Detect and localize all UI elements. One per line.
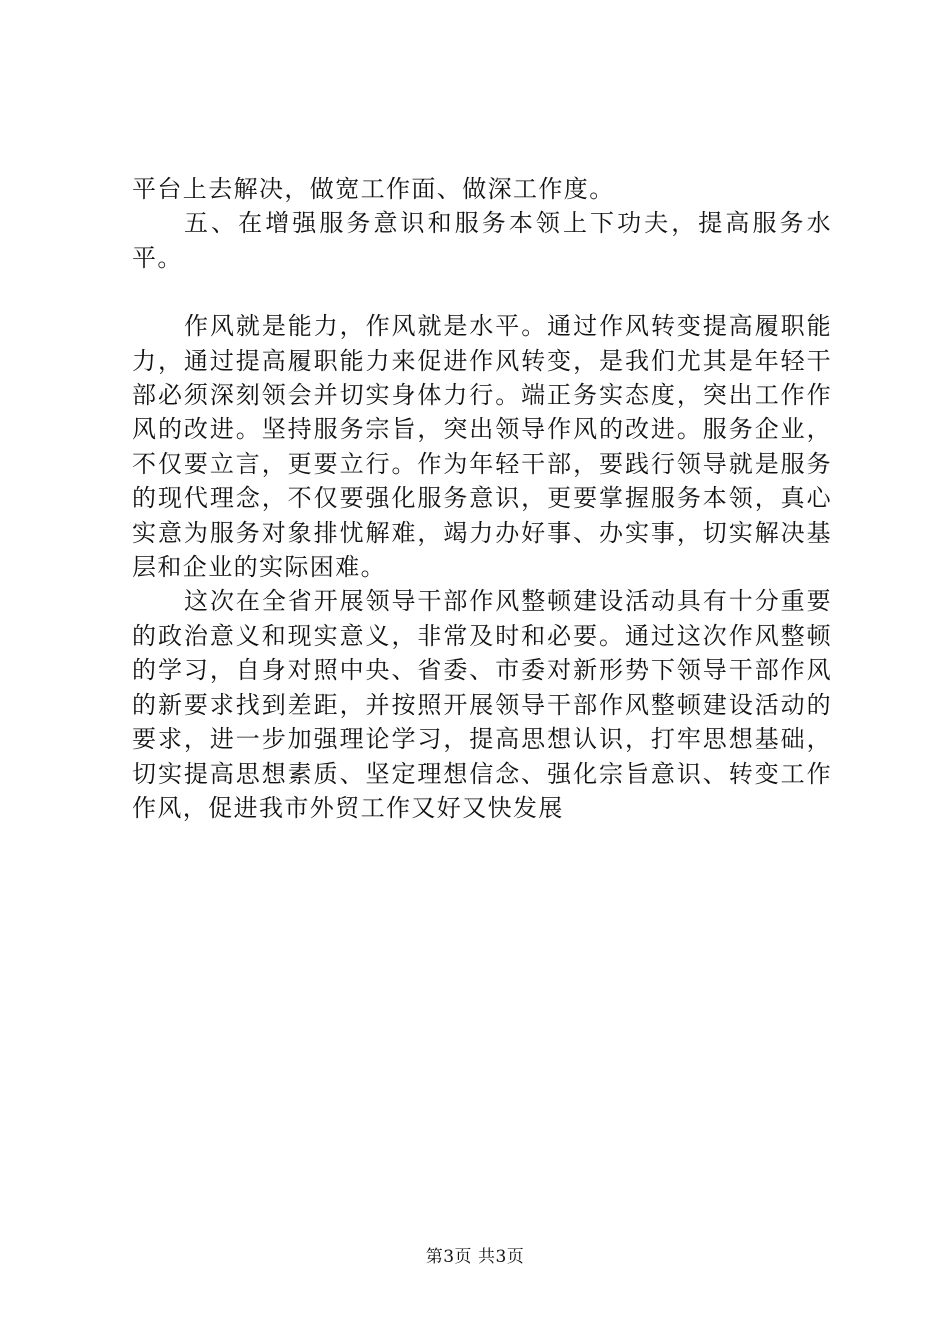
- paragraph-section-heading: 五、在增强服务意识和服务本领上下功夫，提高服务水平。: [132, 209, 832, 272]
- paragraph-spacer: [132, 275, 832, 309]
- page-footer: 第3页 共3页: [425, 1247, 525, 1267]
- paragraph-body-1: 作风就是能力，作风就是水平。通过作风转变提高履职能力，通过提高履职能力来促进作风转变，是我们尤其是年轻干部必须深刻领会并切实身体力行。端正务实态度，突出工作作风的改进。坚持服务宗旨，突出领导作风的改进。服务企业，不仅要立言，更要立行。作为年轻干部，要践行领导就是服务的现代理念，不仅要强化服务意识，更要掌握服务本领，真心实意为服务对象排忧解难，竭力办好事、办实事，切实解决基层和企业的实际困难。: [132, 312, 832, 582]
- paragraph-continuation: 平台上去解决，做宽工作面、做深工作度。: [132, 175, 615, 203]
- paragraph-body-2: 这次在全省开展领导干部作风整顿建设活动具有十分重要的政治意义和现实意义，非常及时和必要。通过这次作风整顿的学习，自身对照中央、省委、市委对新形势下领导干部作风的新要求找到差距，并按照开展领导干部作风整顿建设活动的要求，进一步加强理论学习，提高思想认识，打牢思想基础，切实提高思想素质、坚定理想信念、强化宗旨意识、转变工作作风，促进我市外贸工作又好又快发展: [132, 587, 832, 822]
- document-body: [132, 172, 832, 825]
